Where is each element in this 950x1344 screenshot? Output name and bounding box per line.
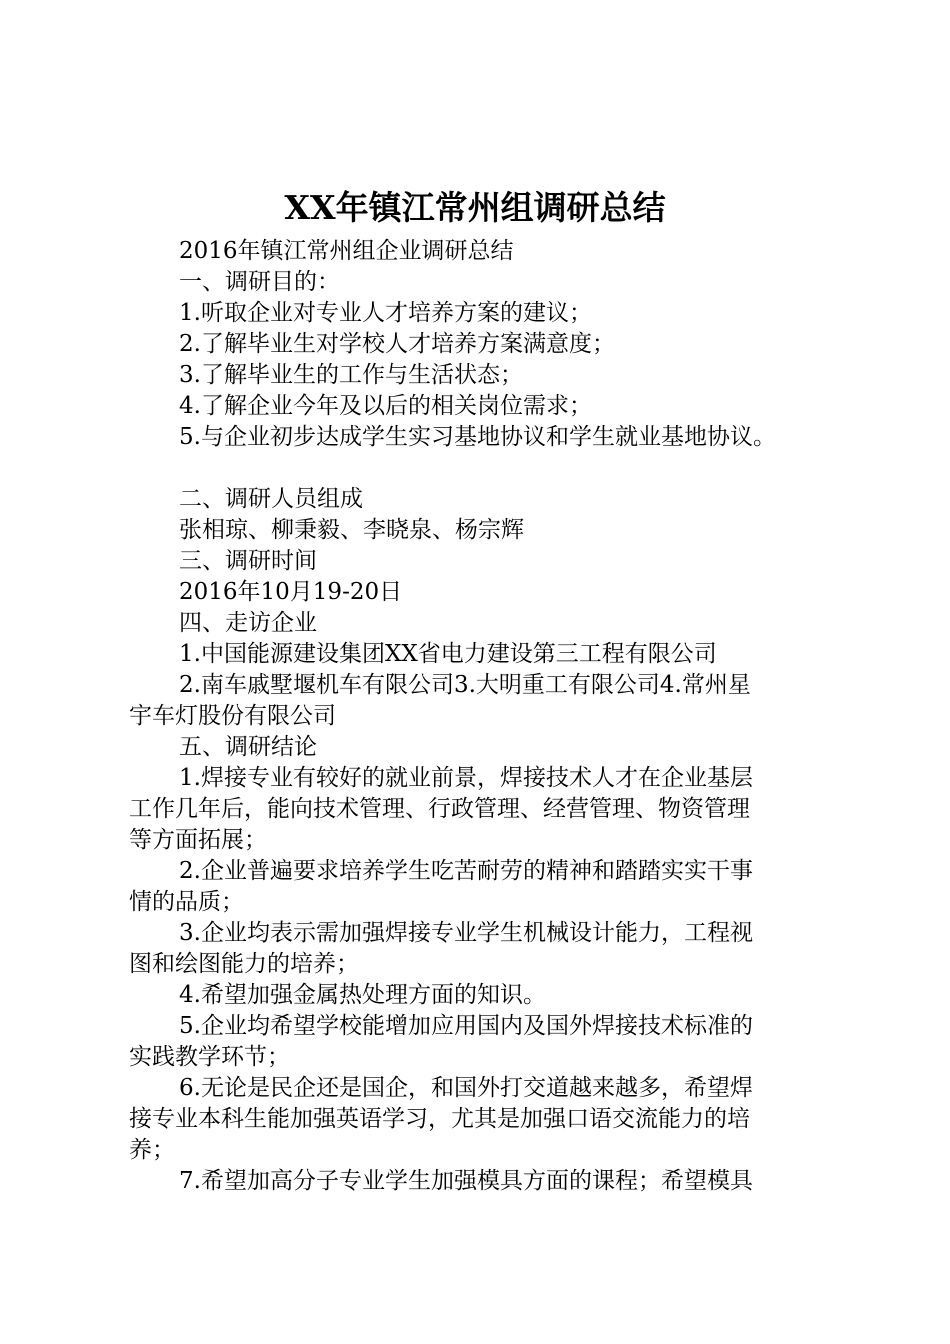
purpose-item-5: 5.与企业初步达成学生实习基地协议和学生就业基地协议。 [179, 424, 776, 450]
members-list: 张相琼、柳秉毅、李晓泉、杨宗辉 [179, 517, 524, 543]
conclusion-1-line-3: 等方面拓展； [129, 827, 267, 853]
company-item-1: 1.中国能源建设集团XX省电力建设第三工程有限公司 [179, 641, 717, 667]
conclusion-1-line-1: 1.焊接专业有较好的就业前景，焊接技术人才在企业基层 [179, 765, 753, 791]
company-items-continued: 宇车灯股份有限公司 [129, 703, 336, 729]
purpose-item-1: 1.听取企业对专业人才培养方案的建议； [179, 300, 592, 326]
conclusion-2-line-2: 情的品质； [129, 889, 244, 915]
section-heading-members: 二、调研人员组成 [179, 486, 363, 512]
conclusion-6-line-2: 接专业本科生能加强英语学习，尤其是加强口语交流能力的培 [129, 1106, 750, 1132]
conclusion-6-line-3: 养； [129, 1137, 175, 1163]
section-heading-purpose: 一、调研目的： [179, 269, 340, 295]
purpose-item-4: 4.了解企业今年及以后的相关岗位需求； [179, 393, 592, 419]
blank-line [129, 453, 834, 484]
section-heading-time: 三、调研时间 [179, 548, 317, 574]
conclusion-3-line-1: 3.企业均表示需加强焊接专业学生机械设计能力，工程视 [179, 920, 753, 946]
conclusion-7-line-1: 7.希望加高分子专业学生加强模具方面的课程；希望模具 [179, 1168, 753, 1194]
conclusion-5-line-1: 5.企业均希望学校能增加应用国内及国外焊接技术标准的 [179, 1013, 753, 1039]
conclusion-2-line-1: 2.企业普遍要求培养学生吃苦耐劳的精神和踏踏实实干事 [179, 858, 753, 884]
research-date: 2016年10月19-20日 [179, 579, 403, 605]
conclusion-3-line-2: 图和绘图能力的培养； [129, 951, 359, 977]
conclusion-5-line-2: 实践教学环节； [129, 1044, 290, 1070]
conclusion-1-line-2: 工作几年后，能向技术管理、行政管理、经营管理、物资管理 [129, 796, 750, 822]
section-heading-conclusions: 五、调研结论 [179, 734, 317, 760]
purpose-item-2: 2.了解毕业生对学校人才培养方案满意度； [179, 331, 615, 357]
document-body [129, 236, 834, 1197]
subtitle-line: 2016年镇江常州组企业调研总结 [179, 238, 514, 264]
company-items-2-4: 2.南车戚墅堰机车有限公司3.大明重工有限公司4.常州星 [179, 672, 751, 698]
conclusion-4: 4.希望加强金属热处理方面的知识。 [179, 982, 546, 1008]
document-title: XX年镇江常州组调研总结 [284, 188, 666, 227]
conclusion-6-line-1: 6.无论是民企还是国企，和国外打交道越来越多，希望焊 [179, 1075, 753, 1101]
section-heading-companies: 四、走访企业 [179, 610, 317, 636]
purpose-item-3: 3.了解毕业生的工作与生活状态； [179, 362, 523, 388]
